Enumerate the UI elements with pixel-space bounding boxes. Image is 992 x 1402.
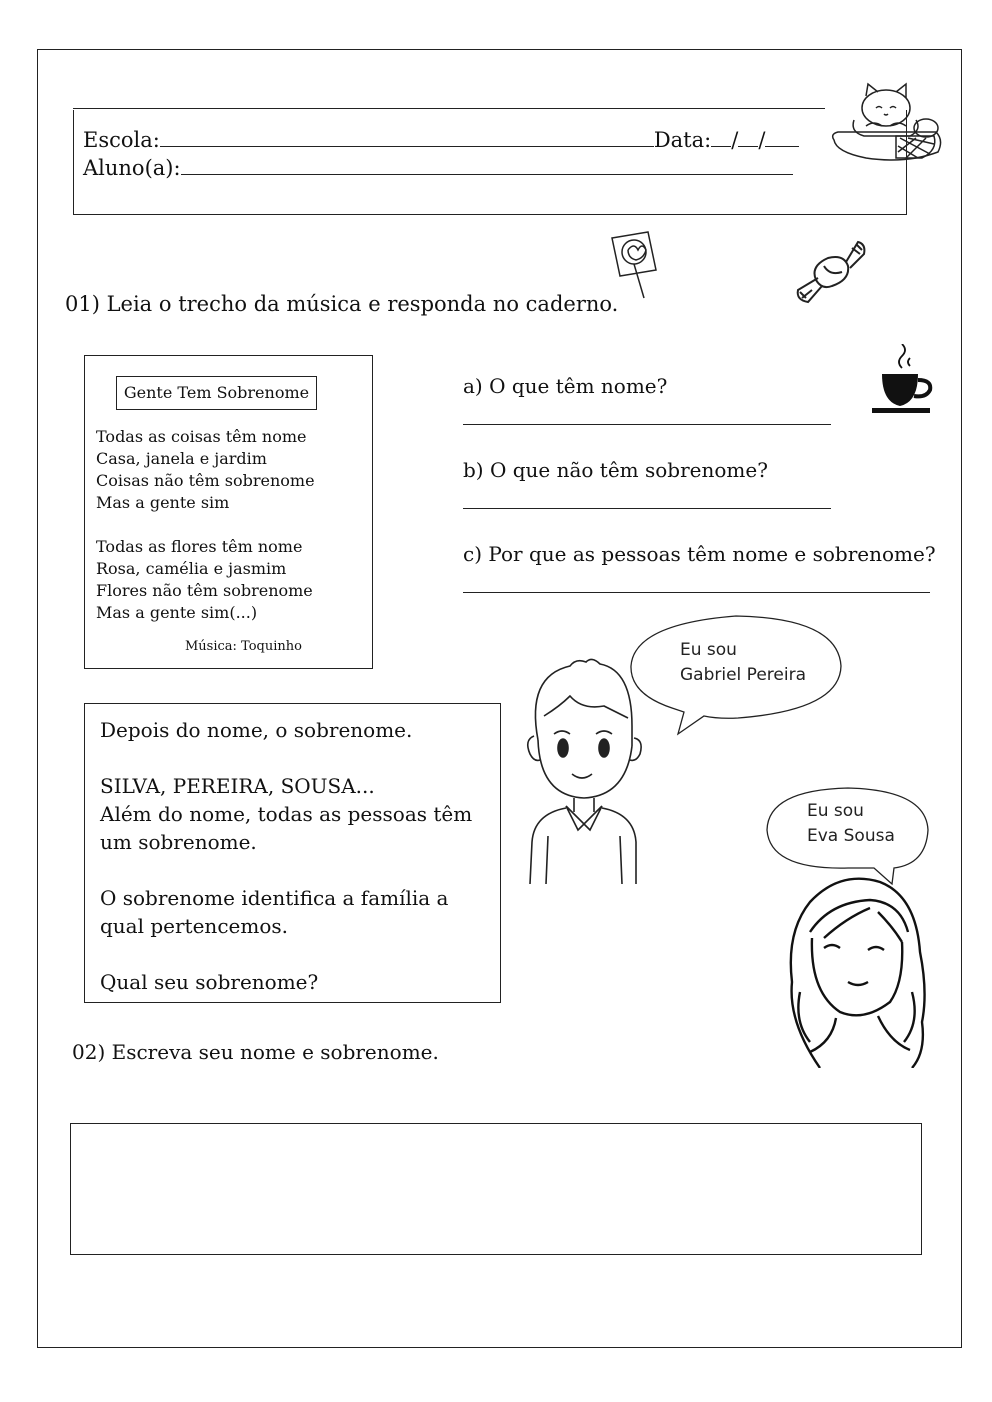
girl-bubble-line: Eu sou	[807, 801, 864, 821]
school-row	[83, 126, 799, 154]
question-1-title: 01) Leia o trecho da música e responda no caderno.	[65, 292, 619, 316]
girl-bubble-line: Eva Sousa	[807, 826, 895, 846]
boy-bubble-line: Gabriel Pereira	[680, 665, 806, 685]
date-month-field[interactable]	[738, 128, 758, 147]
info-line: um sobrenome.	[100, 830, 257, 854]
girl-illustration	[780, 872, 932, 1068]
song-line: Casa, janela e jardim	[96, 449, 267, 468]
song-line: Todas as flores têm nome	[96, 537, 303, 556]
answer-line-c[interactable]	[463, 592, 930, 593]
date-day-field[interactable]	[711, 128, 731, 147]
song-line: Flores não têm sobrenome	[96, 581, 313, 600]
candy-icon	[794, 236, 868, 306]
student-field[interactable]	[181, 156, 793, 175]
date-label: Data:	[653, 128, 712, 152]
student-label: Aluno(a):	[83, 156, 181, 180]
song-title: Gente Tem Sobrenome	[116, 376, 317, 410]
question-c: c) Por que as pessoas têm nome e sobrenome?	[463, 542, 936, 566]
answer-line-a[interactable]	[463, 424, 831, 425]
question-a: a) O que têm nome?	[463, 374, 668, 398]
song-line: Todas as coisas têm nome	[96, 427, 307, 446]
date-separator: /	[731, 128, 739, 152]
info-line: O sobrenome identifica a família a	[100, 886, 449, 910]
question-2-title: 02) Escreva seu nome e sobrenome.	[72, 1040, 439, 1064]
info-line: Depois do nome, o sobrenome.	[100, 718, 413, 742]
cat-basket-icon	[826, 80, 948, 166]
date-separator: /	[758, 128, 766, 152]
boy-illustration	[520, 656, 648, 886]
info-line: Qual seu sobrenome?	[100, 970, 319, 994]
header-top-line	[73, 108, 825, 109]
song-line: Coisas não têm sobrenome	[96, 471, 315, 490]
answer-line-b[interactable]	[463, 508, 831, 509]
student-row	[83, 154, 793, 182]
info-line: Além do nome, todas as pessoas têm	[100, 802, 473, 826]
info-line: SILVA, PEREIRA, SOUSA...	[100, 774, 375, 798]
song-line: Rosa, camélia e jasmim	[96, 559, 287, 578]
song-line: Mas a gente sim(...)	[96, 603, 258, 622]
school-label: Escola:	[83, 128, 160, 152]
coffee-cup-icon	[868, 344, 938, 418]
info-line: qual pertencemos.	[100, 914, 288, 938]
boy-bubble-line: Eu sou	[680, 640, 737, 660]
lollipop-icon	[606, 230, 662, 300]
song-credit: Música: Toquinho	[185, 639, 302, 654]
date-year-field[interactable]	[765, 128, 799, 147]
school-field[interactable]	[160, 128, 654, 147]
song-line: Mas a gente sim	[96, 493, 230, 512]
answer-box[interactable]	[70, 1123, 922, 1255]
question-b: b) O que não têm sobrenome?	[463, 458, 768, 482]
